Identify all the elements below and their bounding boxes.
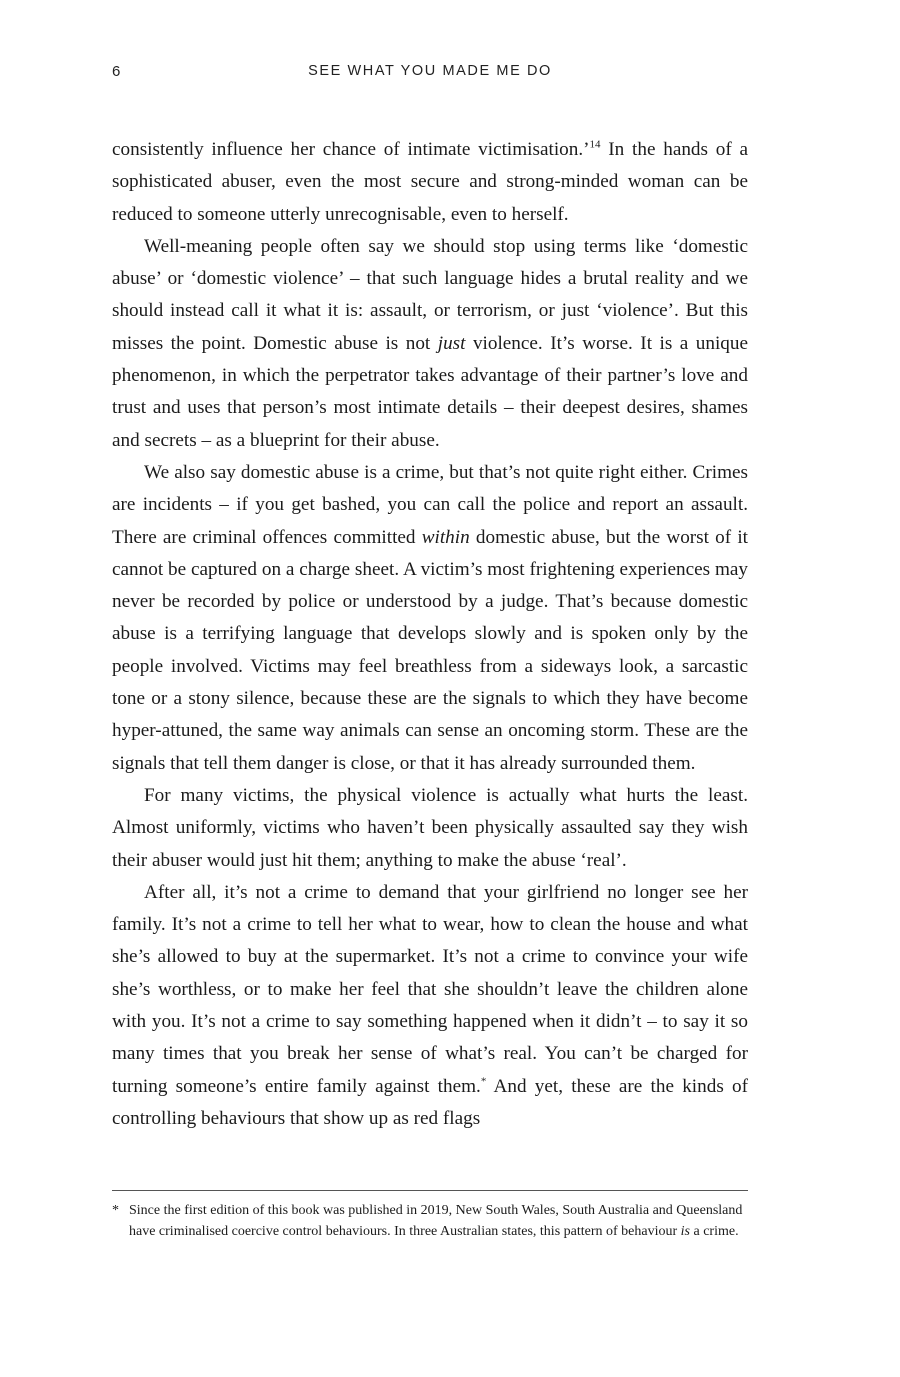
paragraph-emphasis: just — [437, 332, 466, 354]
paragraph: Well-meaning people often say we should stop using terms like ‘domestic abuse’ or ‘domestic violence’ – that such language hides a brutal reality and we should instead call it what it is: assault, or terrorism, or just ‘violence’. But this misses the point. Domestic abuse is not just violence. It’s worse. It is a unique phenomenon, in which the perpetrator takes advantage of their partner’s love and trust and uses that person’s most intimate details – their deepest desires, shames and secrets – as a blueprint for their abuse. — [112, 235, 748, 451]
footnote-emphasis: is — [680, 1224, 690, 1239]
paragraph: After all, it’s not a crime to demand that your girlfriend no longer see her family. It’s not a crime to tell her what to wear, how to clean the house and what she’s allowed to buy at the supermarket. It’s not a crime to convince your wife she’s worthless, or to make her feel that she shouldn’t leave the children alone with you. It’s not a crime to say something happened when it didn’t – to say it so many times that you break her sense of what’s real. You can’t be charged for turning someone’s entire family against them.* And yet, these are the kinds of controlling behaviours that show up as red flags — [112, 881, 748, 1129]
footnote-text: Since the first edition of this book was published in 2019, New South Wales, South Australia and Queensland have criminalised coercive control behaviours. In three Australian states, this pattern of behaviour is a crime. — [129, 1203, 743, 1239]
page-header — [112, 63, 748, 87]
paragraph: We also say domestic abuse is a crime, but that’s not quite right either. Crimes are incidents – if you get bashed, you can call the police and report an assault. There are criminal offences committed within domestic abuse, but the worst of it cannot be captured on a charge sheet. A victim’s most frightening experiences may never be recorded by police or understood by a judge. That’s because domestic abuse is a terrifying language that develops slowly and is spoken only by the people involved. Victims may feel breathless from a sideways look, a sarcastic tone or a stony silence, because these are the signals to which they have become hyper-attuned, the same way animals can sense an oncoming storm. These are the signals that tell them danger is close, or that it has already surrounded them. — [112, 461, 748, 774]
running-head: SEE WHAT YOU MADE ME DO — [308, 63, 552, 79]
footnote-mark: * — [112, 1203, 119, 1218]
paragraph-note-ref: 14 — [589, 138, 601, 151]
paragraph-emphasis: within — [421, 526, 470, 548]
page-number: 6 — [112, 63, 121, 80]
paragraph: For many victims, the physical violence is actually what hurts the least. Almost uniformly, victims who haven’t been physically assaulted say they wish their abuser would just hit them; anything to make the abuse ‘real’. — [112, 784, 748, 871]
paragraph: consistently influence her chance of intimate victimisation.’$^{14}$ In the hands of a sophisticated abuser, even the most secure and strong-minded woman can be reduced to someone utterly unrecognisable, even to herself. — [112, 138, 748, 225]
footnote-rule — [112, 1190, 748, 1191]
paragraph-note-ref: * — [480, 1075, 487, 1088]
body-text — [112, 134, 748, 1135]
footnote — [112, 1200, 748, 1242]
